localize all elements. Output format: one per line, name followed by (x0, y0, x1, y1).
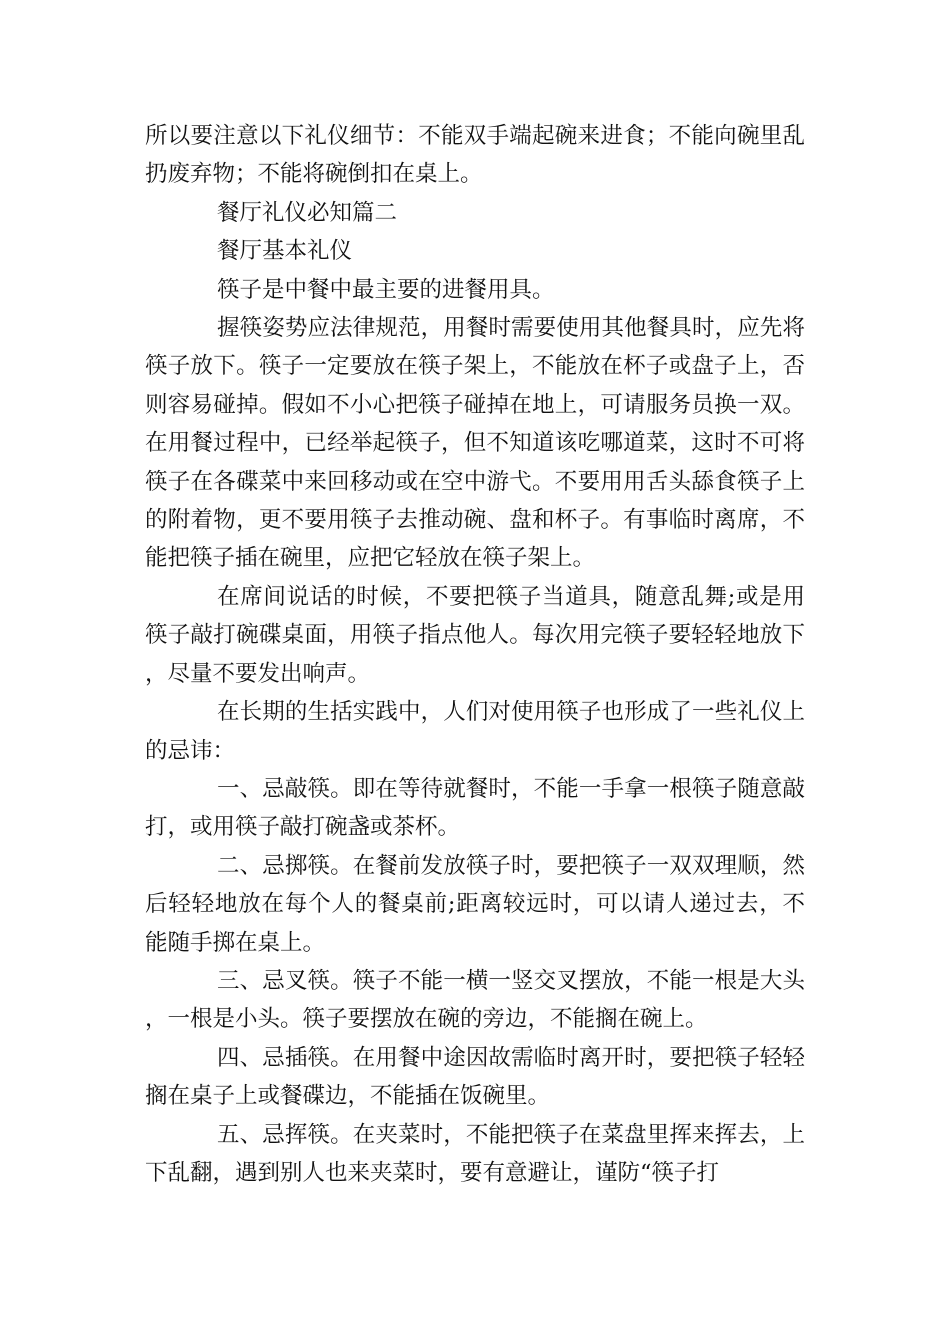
list-item: 五、忌挥筷。在夹菜时，不能把筷子在菜盘里挥来挥去，上下乱翻，遇到别人也来夹菜时，要有意避让，谨防“筷子打 (145, 1121, 805, 1186)
list-item: 三、忌叉筷。筷子不能一横一竖交叉摆放，不能一根是大头，一根是小头。筷子要摆放在碗的旁边，不能搁在碗上。 (145, 967, 805, 1033)
paragraph: 筷子是中餐中最主要的进餐用具。 (217, 276, 555, 303)
paragraph: 握筷姿势应法律规范，用餐时需要使用其他餐具时，应先将筷子放下。筷子一定要放在筷子架上，不能放在杯子或盘子上，否则容易碰掉。假如不小心把筷子碰掉在地上，可请服务员换一双。在用餐过程中，已经举起筷子，但不知道该吃哪道菜，这时不可将筷子在各碟菜中来回移动或在空中游弋。不要用用舌头舔食筷子上的附着物，更不要用筷子去推动碗、盘和杯子。有事临时离席，不能把筷子插在碗里，应把它轻放在筷子架上。 (145, 315, 805, 572)
section-heading: 餐厅礼仪必知篇二 (217, 199, 398, 226)
paragraph: 在长期的生括实践中，人们对使用筷子也形成了一些礼仪上的忌讳： (145, 699, 805, 764)
subsection-heading: 餐厅基本礼仪 (217, 238, 353, 265)
list-item: 一、忌敲筷。即在等待就餐时，不能一手拿一根筷子随意敲打，或用筷子敲打碗盏或茶杯。 (145, 775, 805, 841)
paragraph: 在席间说话的时候，不要把筷子当道具，随意乱舞;或是用筷子敲打碗碟桌面，用筷子指点他人。每次用完筷子要轻轻地放下，尽量不要发出响声。 (145, 583, 805, 687)
list-item: 二、忌掷筷。在餐前发放筷子时，要把筷子一双双理顺，然后轻轻地放在每个人的餐桌前;距离较远时，可以请人递过去，不能随手掷在桌上。 (145, 852, 805, 956)
paragraph-intro-continuation: 所以要注意以下礼仪细节：不能双手端起碗来进食；不能向碗里乱扔废弃物；不能将碗倒扣在桌上。 (145, 123, 805, 188)
document-body (145, 117, 805, 1192)
list-item: 四、忌插筷。在用餐中途因故需临时离开时，要把筷子轻轻搁在桌子上或餐碟边，不能插在饭碗里。 (145, 1044, 805, 1110)
